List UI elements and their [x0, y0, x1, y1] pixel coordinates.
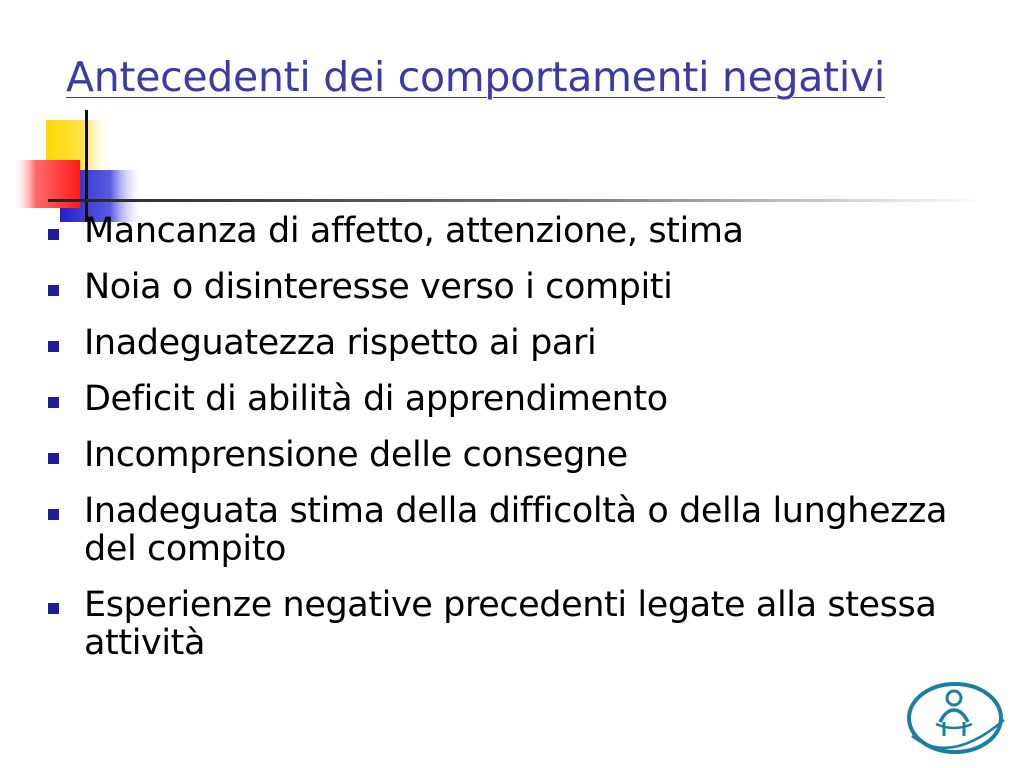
square-bullet-icon — [48, 453, 59, 464]
seated-figure-logo-icon — [900, 674, 1010, 764]
bullet-item — [46, 380, 976, 418]
square-bullet-icon — [48, 341, 59, 352]
square-bullet-icon — [48, 397, 59, 408]
decor-vertical-line — [85, 110, 88, 222]
bullet-item — [46, 324, 976, 362]
square-bullet-icon — [48, 509, 59, 520]
corner-squares-decoration — [0, 0, 1024, 230]
bullet-text: Incomprensione delle consegne — [84, 435, 628, 475]
bullet-item — [46, 268, 976, 306]
bullet-text: Esperienze negative precedenti legate alla stessa attività — [84, 585, 937, 663]
square-bullet-icon — [48, 603, 59, 614]
bullet-text: Noia o disinteresse verso i compiti — [84, 267, 673, 307]
bullet-item — [46, 586, 976, 662]
bullet-item — [46, 436, 976, 474]
bullet-text: Mancanza di affetto, attenzione, stima — [84, 211, 744, 251]
bullet-item — [46, 212, 976, 250]
square-bullet-icon — [48, 285, 59, 296]
square-bullet-icon — [48, 229, 59, 240]
decor-horizontal-rule — [48, 199, 988, 202]
bullet-text: Deficit di abilità di apprendimento — [84, 379, 668, 419]
slide-title: Antecedenti dei comportamenti negativi — [66, 53, 885, 101]
bullet-text: Inadeguata stima della difficoltà o della lunghezza del compito — [84, 491, 948, 569]
bullet-text: Inadeguatezza rispetto ai pari — [84, 323, 597, 363]
bullet-list — [46, 212, 976, 680]
bullet-item — [46, 492, 976, 568]
